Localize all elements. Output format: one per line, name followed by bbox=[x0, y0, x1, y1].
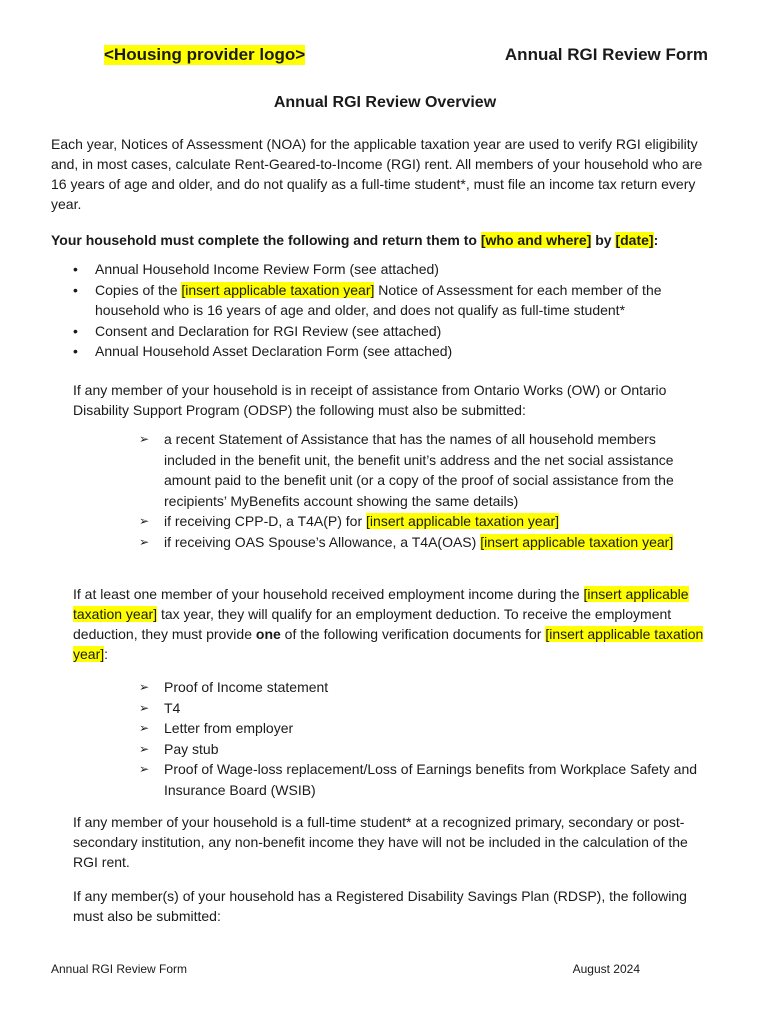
list-item: ➢ Proof of Wage-loss replacement/Loss of Earnings benefits from Workplace Safety and Insurance Board (WSIB) bbox=[139, 759, 699, 800]
by-text: by bbox=[591, 232, 616, 248]
footer-form-name: Annual RGI Review Form bbox=[51, 962, 188, 976]
ow-odsp-list bbox=[139, 429, 699, 552]
who-where-placeholder: [who and where] bbox=[480, 232, 592, 248]
colon-text: : bbox=[653, 232, 659, 248]
taxation-year-placeholder: [insert applicable taxation year] bbox=[73, 626, 704, 662]
form-title: Annual RGI Review Form bbox=[504, 45, 708, 64]
list-item: • Consent and Declaration for RGI Review (see attached) bbox=[51, 321, 715, 342]
rdsp-paragraph: If any member(s) of your household has a Registered Disability Savings Plan (RDSP), the following must also be submitted: bbox=[73, 888, 687, 924]
employment-documents-list bbox=[139, 677, 699, 800]
list-item: ➢ if receiving CPP-D, a T4A(P) for [insert applicable taxation year] bbox=[139, 511, 699, 532]
date-placeholder: [date] bbox=[615, 232, 654, 248]
list-item: ➢ Pay stub bbox=[139, 739, 699, 760]
employment-paragraph: If at least one member of your household received employment income during the [insert applicable taxation year] tax year, they will qualify for an employment deduction. To receive the employment deduction, they must provide one of the following verification documents for [insert applicable taxation year]: bbox=[73, 586, 704, 662]
return-lead-text: Your household must complete the following and return them to bbox=[51, 232, 481, 248]
taxation-year-placeholder: [insert applicable taxation year] bbox=[73, 586, 689, 622]
list-item: ➢ if receiving OAS Spouse’s Allowance, a T4A(OAS) [insert applicable taxation year] bbox=[139, 532, 699, 553]
list-item: ➢ T4 bbox=[139, 698, 699, 719]
required-documents-list bbox=[51, 259, 715, 362]
list-item: ➢ Proof of Income statement bbox=[139, 677, 699, 698]
list-item: ➢ a recent Statement of Assistance that has the names of all household members included in the benefit unit, the benefit unit’s address and the net social assistance amount paid to the benefit unit (or a copy of the proof of social assistance from the recipients’ MyBenefits account showing the same details) bbox=[139, 429, 699, 511]
taxation-year-placeholder: [insert applicable taxation year] bbox=[181, 281, 375, 298]
return-instructions bbox=[51, 230, 731, 250]
page-header bbox=[0, 45, 770, 71]
taxation-year-placeholder: [insert applicable taxation year] bbox=[480, 533, 674, 550]
list-item: • Annual Household Income Review Form (see attached) bbox=[51, 259, 715, 280]
emphasis-one: one bbox=[255, 626, 281, 642]
list-item: ➢ Letter from employer bbox=[139, 718, 699, 739]
ow-odsp-paragraph: If any member of your household is in receipt of assistance from Ontario Works (OW) or Ontario Disability Support Program (ODSP) the following must also be submitted: bbox=[73, 382, 667, 418]
taxation-year-placeholder: [insert applicable taxation year] bbox=[366, 513, 560, 529]
list-item: • Copies of the [insert applicable taxation year] Notice of Assessment for each member of the household who is 16 years of age and older, and does not qualify as full-time student* bbox=[51, 280, 715, 321]
intro-paragraph: Each year, Notices of Assessment (NOA) for the applicable taxation year are used to verify RGI eligibility and, in most cases, calculate Rent-Geared-to-Income (RGI) rent. All members of your household who are 16 years of age and older, and do not qualify as a full-time student*, must file an income tax return every year. bbox=[51, 136, 703, 212]
page-title: Annual RGI Review Overview bbox=[273, 94, 497, 111]
logo-placeholder: <Housing provider logo> bbox=[104, 45, 306, 64]
footer-date: August 2024 bbox=[572, 962, 640, 976]
list-item: • Annual Household Asset Declaration Form (see attached) bbox=[51, 341, 715, 362]
student-paragraph: If any member of your household is a full-time student* at a recognized primary, secondary or post-secondary institution, any non-benefit income they have will not be included in the calculation of the RGI rent. bbox=[73, 814, 688, 870]
